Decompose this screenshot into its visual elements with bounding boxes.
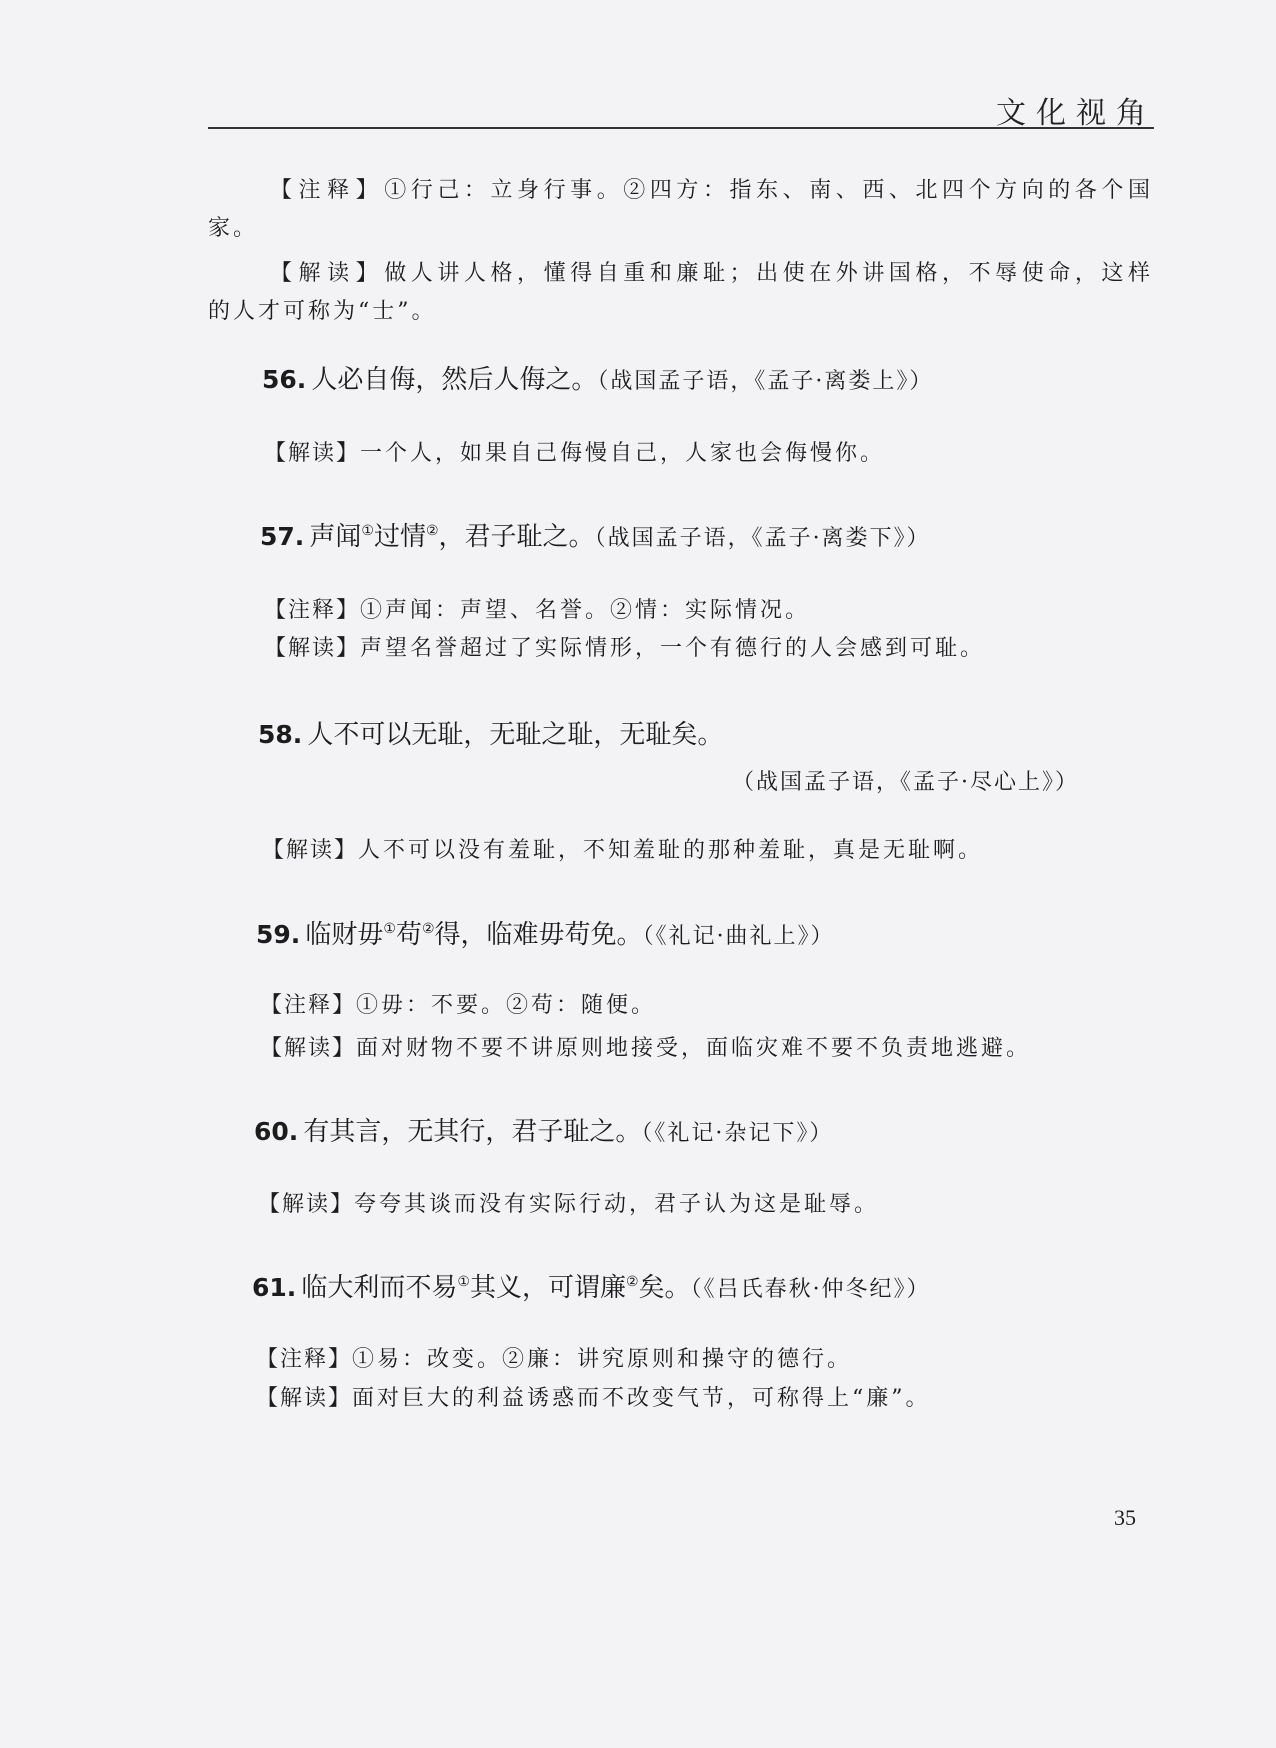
notes-59: 【注释】①毋：不要。②苟：随便。: [260, 993, 657, 1018]
source-58: （战国孟子语，《孟子·尽心上》）: [732, 770, 1079, 795]
intro-notes-line-2: 家。: [208, 216, 259, 241]
header-rule: [208, 127, 1154, 129]
page-number: 35: [1114, 1505, 1136, 1530]
notes-61: 【注释】①易：改变。②廉：讲究原则和操守的德行。: [256, 1347, 853, 1372]
reading-61: 【解读】面对巨大的利益诱惑而不改变气节，可称得上“廉”。: [256, 1386, 931, 1411]
quote-56: 56. 人必自侮，然后人侮之。（战国孟子语，《孟子·离娄上》）: [262, 365, 934, 395]
reading-59: 【解读】面对财物不要不讲原则地接受，面临灾难不要不负责地逃避。: [260, 1036, 1032, 1061]
quote-58: 58. 人不可以无耻，无耻之耻，无耻矣。: [258, 720, 724, 750]
running-header: 文化视角: [996, 96, 1156, 131]
quote-59: 59. 临财毋①苟②得，临难毋苟免。（《礼记·曲礼上》）: [256, 920, 835, 950]
quote-57: 57. 声闻①过情②，君子耻之。（战国孟子语，《孟子·离娄下》）: [260, 522, 931, 552]
intro-reading-line-1: 【解读】做人讲人格，懂得自重和廉耻；出使在外讲国格，不辱使命，这样: [270, 261, 1150, 286]
notes-57: 【注释】①声闻：声望、名誉。②情：实际情况。: [264, 598, 811, 623]
reading-60: 【解读】夸夸其谈而没有实际行动，君子认为这是耻辱。: [258, 1192, 880, 1217]
reading-56: 【解读】一个人，如果自己侮慢自己，人家也会侮慢你。: [264, 441, 886, 466]
quote-60: 60. 有其言，无其行，君子耻之。（《礼记·杂记下》）: [254, 1117, 834, 1147]
quote-61: 61. 临大利而不易①其义，可谓廉②矣。（《吕氏春秋·仲冬纪》）: [252, 1273, 931, 1303]
reading-58: 【解读】人不可以没有羞耻，不知羞耻的那种羞耻，真是无耻啊。: [262, 838, 984, 863]
intro-notes-line-1: 【注释】①行己：立身行事。②四方：指东、南、西、北四个方向的各个国: [270, 178, 1150, 203]
intro-reading-line-2: 的人才可称为“士”。: [208, 299, 437, 324]
reading-57: 【解读】声望名誉超过了实际情形，一个有德行的人会感到可耻。: [264, 636, 986, 661]
